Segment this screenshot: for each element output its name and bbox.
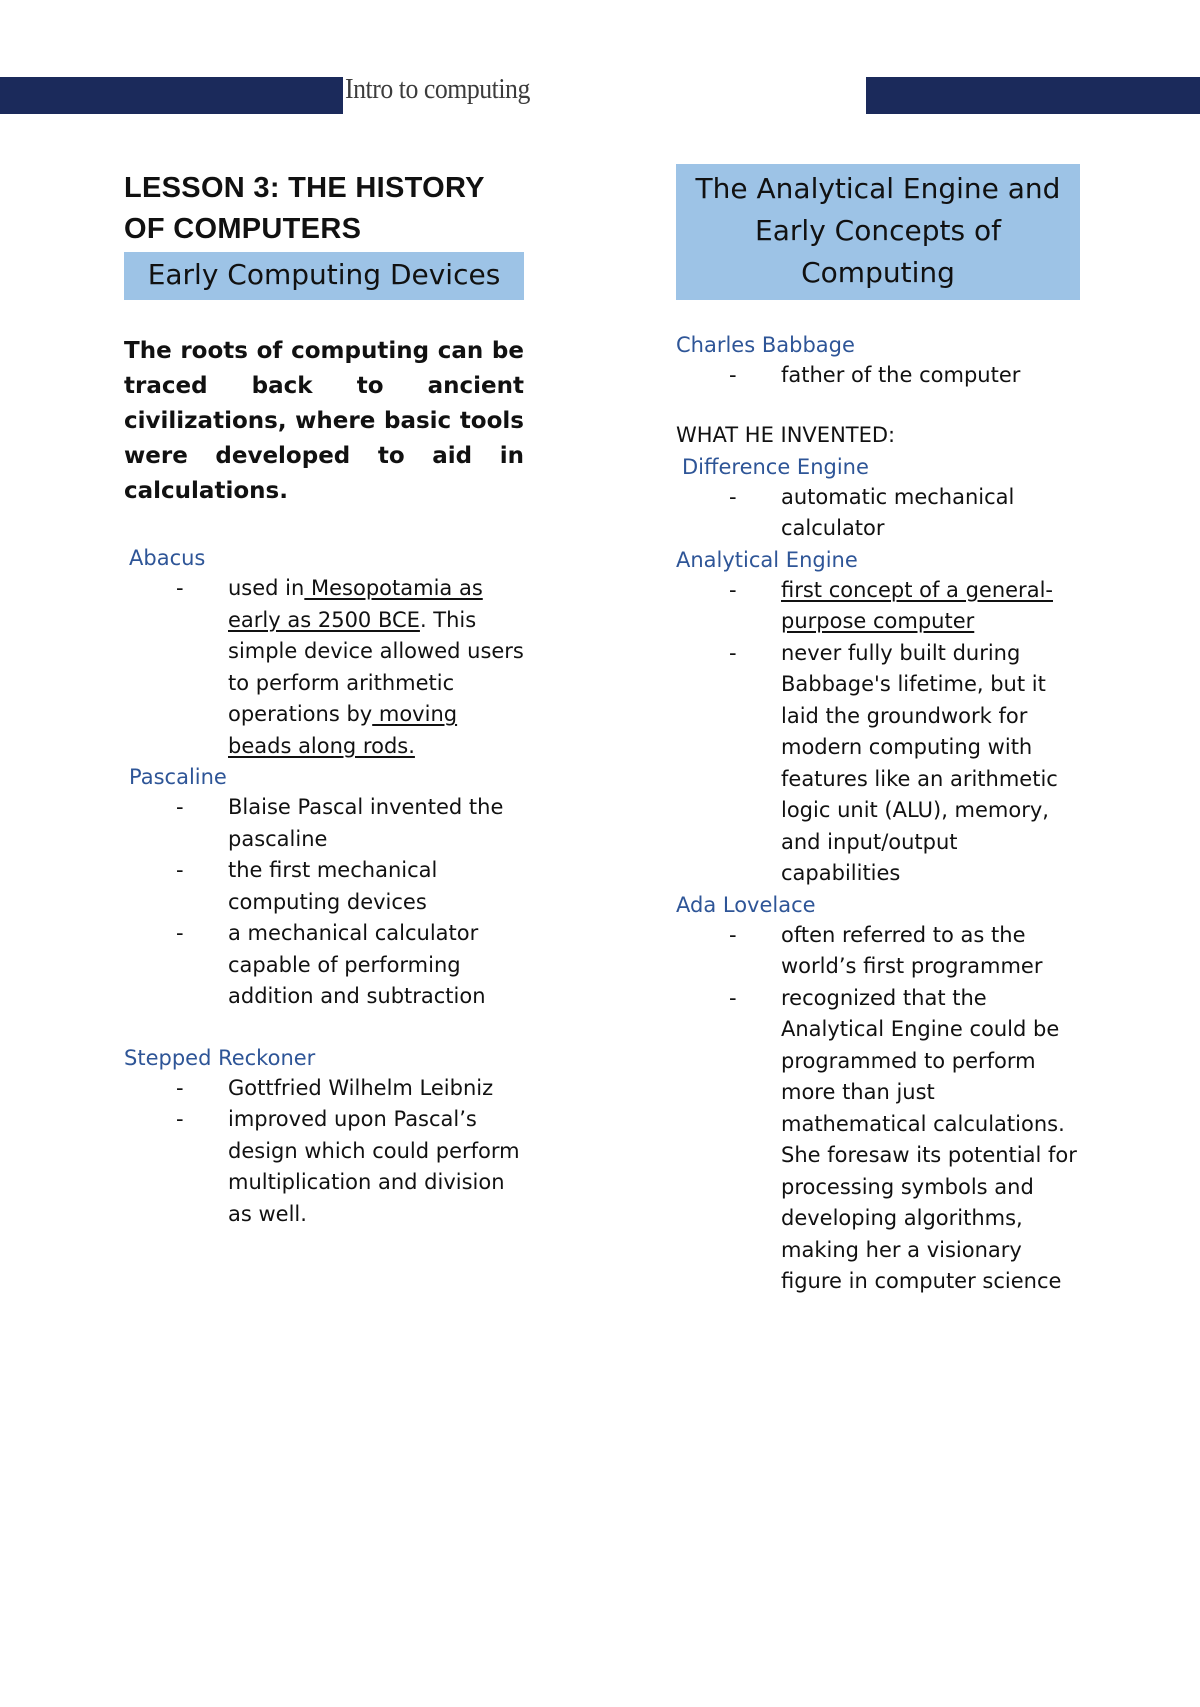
- list-item: - father of the computer: [676, 360, 1080, 392]
- abacus-underline-1: Mesopotamia as early as 2500 BCE: [228, 576, 483, 632]
- difference-engine-title: Difference Engine: [682, 454, 869, 479]
- list-item: - often referred to as the world’s first programmer: [676, 920, 1080, 983]
- stepped-reckoner-title: Stepped Reckoner: [124, 1045, 316, 1070]
- list-item: - Gottfried Wilhelm Leibniz: [124, 1073, 524, 1105]
- stepped-reckoner-list: [124, 1073, 524, 1231]
- list-item: [676, 575, 1080, 638]
- babbage-list: [676, 360, 1080, 392]
- list-item: - improved upon Pascal’s design which could perform multiplication and division as well.: [124, 1104, 524, 1230]
- lesson-title: LESSON 3: THE HISTORY OF COMPUTERS: [124, 172, 485, 245]
- babbage-title: Charles Babbage: [676, 333, 855, 357]
- header-title: Intro to computing: [345, 74, 530, 105]
- invented-label: WHAT HE INVENTED:: [676, 422, 896, 447]
- pascaline-list: [124, 792, 524, 1013]
- abacus-underline-2: moving beads along rods.: [228, 702, 458, 758]
- section-heading-early-devices: Early Computing Devices: [124, 252, 524, 300]
- difference-engine-list: [676, 482, 1080, 545]
- list-item: - a mechanical calculator capable of performing addition and subtraction: [124, 918, 524, 1013]
- header-band-right: [866, 77, 1200, 114]
- right-column: [676, 164, 1080, 1298]
- analytical-engine-title: Analytical Engine: [676, 547, 858, 572]
- abacus-text-1: used in: [228, 576, 305, 600]
- list-item: - recognized that the Analytical Engine could be programmed to perform more than just mathematical calculations. She foresaw its potential for processing symbols and developing algorithms, making her a visionary figure in computer science: [676, 983, 1080, 1298]
- abacus-title: Abacus: [129, 546, 206, 570]
- list-item: [124, 573, 524, 762]
- intro-paragraph: The roots of computing can be traced back to ancient civilizations, where basic tools were developed to aid in calculations.: [124, 338, 524, 504]
- list-item: - never fully built during Babbage's lifetime, but it laid the groundwork for modern computing with features like an arithmetic logic unit (ALU), memory, and input/output capabilities: [676, 638, 1080, 890]
- ada-lovelace-title: Ada Lovelace: [676, 892, 816, 917]
- ada-lovelace-list: [676, 920, 1080, 1298]
- analytical-underline: first concept of a general-purpose computer: [781, 577, 1053, 633]
- list-item: - the first mechanical computing devices: [124, 855, 524, 918]
- abacus-text-2: . This simple device allowed users to perform arithmetic operations by: [228, 607, 524, 726]
- header-band-left: [0, 77, 343, 114]
- left-column: [124, 168, 524, 1230]
- abacus-list: [124, 573, 524, 762]
- pascaline-title: Pascaline: [129, 765, 227, 789]
- analytical-engine-list: [676, 575, 1080, 890]
- section-heading-analytical-engine: The Analytical Engine and Early Concepts of Computing: [676, 164, 1080, 300]
- list-item: - automatic mechanical calculator: [676, 482, 1080, 545]
- list-item: - Blaise Pascal invented the pascaline: [124, 792, 524, 855]
